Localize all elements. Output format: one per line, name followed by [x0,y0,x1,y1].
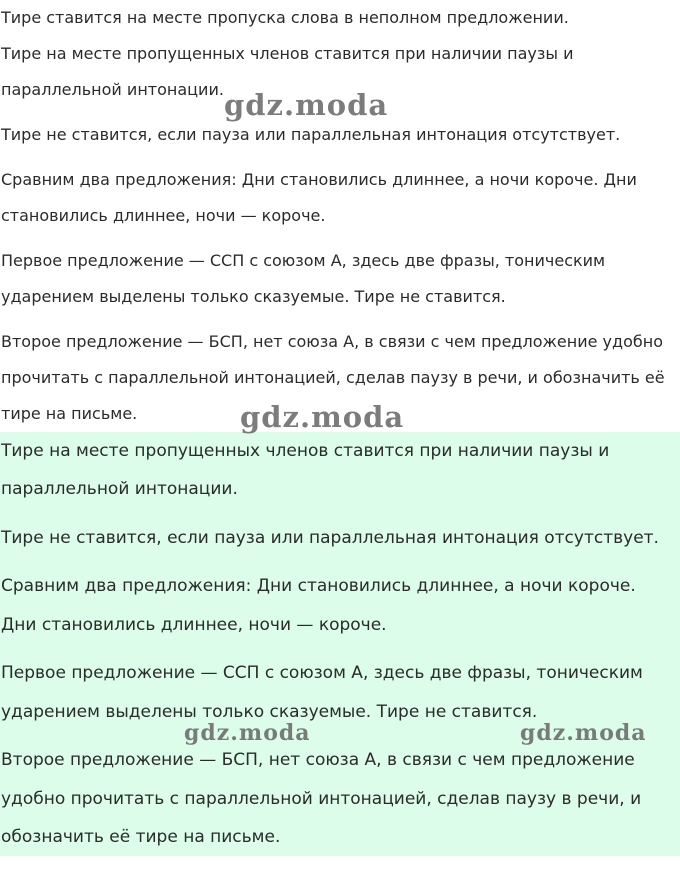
text-block-highlighted [0,432,680,856]
green-line-3: Тире не ставится, если пауза или параллельная интонация отсутствует. [1,528,659,548]
watermark-logo: gdz.moda [240,400,405,434]
top-line-9: Второе предложение — БСП, нет союза А, в связи с чем предложение удобно [1,332,663,351]
green-line-4: Сравним два предложения: Дни становились длиннее, а ночи короче. [1,576,636,596]
top-line-10: прочитать с параллельной интонацией, сделав паузу в речи, и обозначить её [1,368,665,387]
green-line-9: удобно прочитать с параллельной интонацией, сделав паузу в речи, и [1,789,642,809]
top-line-1: Тире ставится на месте пропуска слова в неполном предложении. [1,8,569,27]
green-line-6: Первое предложение — ССП с союзом А, здесь две фразы, тоническим [1,663,643,683]
top-line-5: Сравним два предложения: Дни становились длиннее, а ночи короче. Дни [1,170,637,189]
top-line-3: параллельной интонации. [1,80,224,99]
top-line-6: становились длиннее, ночи — короче. [1,206,326,225]
green-line-5: Дни становились длиннее, ночи — короче. [1,615,387,635]
top-line-7: Первое предложение — ССП с союзом А, здесь две фразы, тоническим [1,251,606,270]
top-line-2: Тире на месте пропущенных членов ставится при наличии паузы и [1,44,574,63]
green-line-1: Тире на месте пропущенных членов ставится при наличии паузы и [1,441,610,461]
green-line-2: параллельной интонации. [1,479,238,499]
green-line-8: Второе предложение — БСП, нет союза А, в связи с чем предложение [1,750,635,770]
watermark-logo: gdz.moda [520,720,647,746]
watermark-logo: gdz.moda [224,88,389,122]
top-line-4: Тире не ставится, если пауза или параллельная интонация отсутствует. [1,125,621,144]
watermark-logo: gdz.moda [184,720,311,746]
top-line-8: ударением выделены только сказуемые. Тире не ставится. [1,287,506,306]
top-line-11: тире на письме. [1,404,138,423]
green-line-7: ударением выделены только сказуемые. Тире не ставится. [1,702,538,722]
green-line-10: обозначить её тире на письме. [1,827,281,847]
